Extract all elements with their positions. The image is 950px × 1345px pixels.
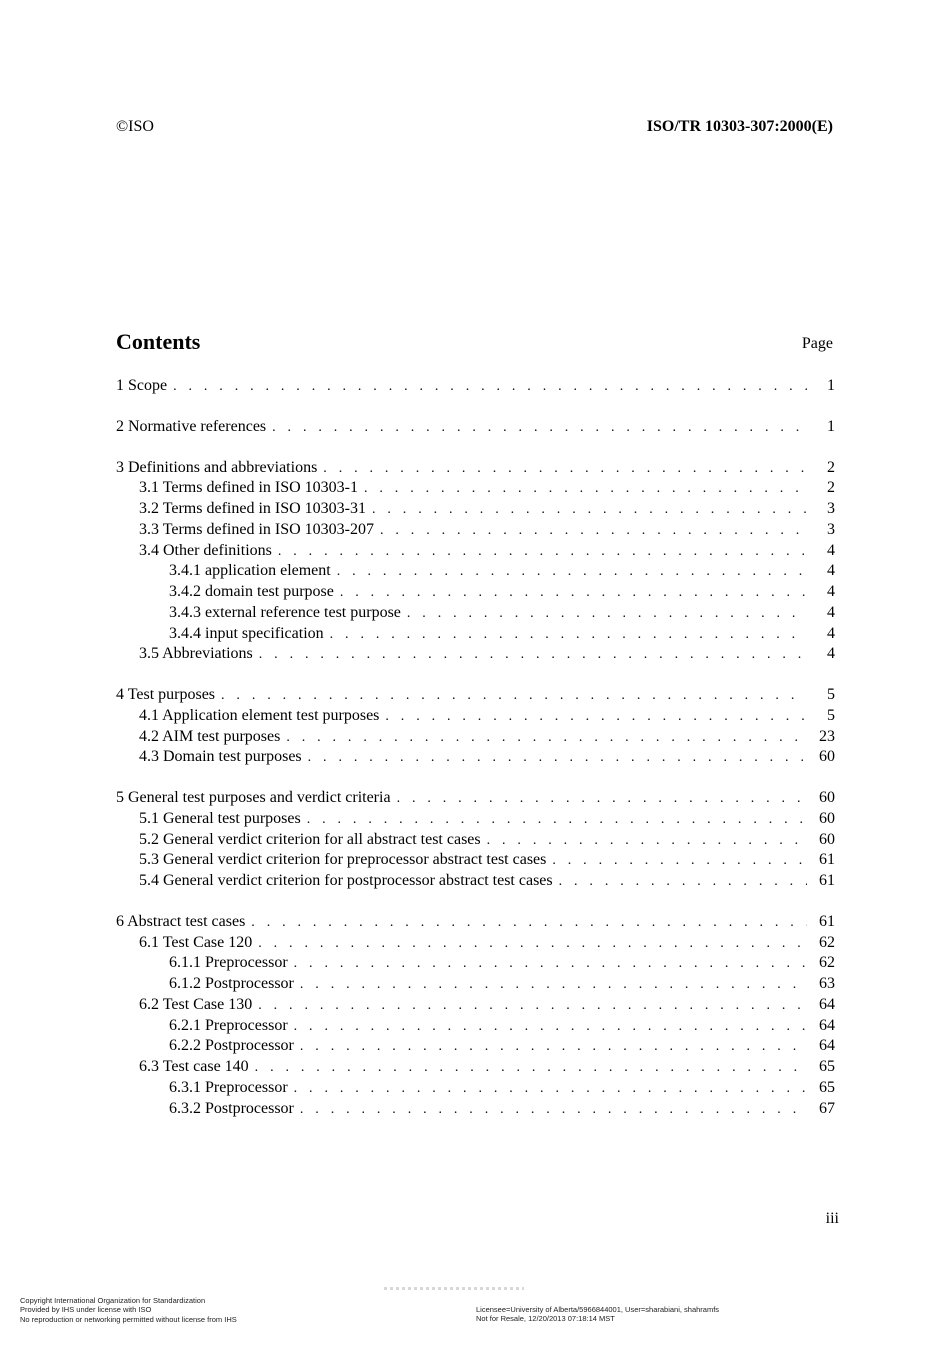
header-copyright: ©ISO xyxy=(116,118,154,135)
toc-entry-label: 3.1 Terms defined in ISO 10303-1 xyxy=(139,479,358,497)
toc-entry-page: 4 xyxy=(827,583,835,600)
toc-entry-page: 3 xyxy=(827,500,835,517)
toc-entry-page: 64 xyxy=(819,1037,835,1055)
toc-entry-label: 6.1.1 Preprocessor xyxy=(169,954,288,972)
toc-entry[interactable] xyxy=(116,974,835,995)
table-of-contents xyxy=(116,376,835,1119)
toc-entry-page: 60 xyxy=(819,809,835,827)
dot-leader xyxy=(397,789,807,810)
dot-leader xyxy=(552,851,807,872)
dot-leader xyxy=(300,1100,807,1121)
dot-leader xyxy=(173,377,807,398)
toc-entry-label: 3.4 Other definitions xyxy=(139,541,272,559)
toc-entry-label: 5 General test purposes and verdict criteria xyxy=(116,789,391,806)
toc-entry-label: 6.1 Test Case 120 xyxy=(139,933,253,951)
dot-leader xyxy=(340,583,807,604)
dot-leader xyxy=(286,728,807,749)
toc-entry-label: 4 Test purposes xyxy=(116,686,216,703)
dot-leader xyxy=(380,521,807,542)
dot-leader xyxy=(300,975,807,996)
toc-entry-page: 23 xyxy=(819,727,835,745)
dot-leader xyxy=(407,604,807,625)
toc-entry[interactable] xyxy=(116,520,835,541)
toc-entry[interactable] xyxy=(116,644,835,665)
page-number: iii xyxy=(825,1210,839,1227)
footer-right-line: Not for Resale, 12/20/2013 07:18:14 MST xyxy=(476,1314,615,1324)
dot-leader xyxy=(258,996,807,1017)
toc-entry-label: 3 Definitions and abbreviations xyxy=(116,458,318,476)
toc-entry-page: 2 xyxy=(827,458,835,476)
toc-entry-label: 3.5 Abbreviations xyxy=(139,645,253,663)
dot-leader xyxy=(385,707,807,728)
footer-licensee-notice xyxy=(476,1305,719,1324)
dot-leader xyxy=(559,872,807,893)
toc-entry[interactable] xyxy=(116,603,835,624)
dot-leader xyxy=(259,645,807,666)
footer-copyright-notice xyxy=(20,1296,237,1324)
dot-leader xyxy=(364,479,807,500)
toc-entry-page: 4 xyxy=(827,645,835,663)
toc-entry-page: 65 xyxy=(819,1078,835,1096)
toc-entry-page: 65 xyxy=(819,1058,835,1075)
toc-entry[interactable] xyxy=(116,809,835,830)
toc-entry-label: 3.4.2 domain test purpose xyxy=(169,583,334,600)
toc-entry-label: 3.4.3 external reference test purpose xyxy=(169,603,401,621)
toc-entry-page: 4 xyxy=(827,603,835,621)
toc-entry-label: 5.3 General verdict criterion for preprocessor abstract test cases xyxy=(139,851,547,869)
toc-entry[interactable] xyxy=(116,727,835,748)
dot-leader xyxy=(251,913,807,934)
dot-leader xyxy=(308,748,807,769)
toc-entry[interactable] xyxy=(116,499,835,520)
toc-entry-label: 6.2.1 Preprocessor xyxy=(169,1016,288,1034)
toc-entry-label: 3.4.4 input specification xyxy=(169,624,324,642)
toc-entry-label: 4.2 AIM test purposes xyxy=(139,727,281,745)
toc-entry-page: 64 xyxy=(819,995,835,1013)
toc-entry-page: 1 xyxy=(827,377,835,394)
toc-entry-page: 1 xyxy=(827,417,835,435)
toc-entry[interactable] xyxy=(116,933,835,954)
toc-entry[interactable] xyxy=(116,995,835,1016)
toc-entry[interactable] xyxy=(116,871,835,892)
toc-entry[interactable] xyxy=(116,1099,835,1120)
toc-entry-page: 5 xyxy=(827,686,835,703)
toc-entry-page: 61 xyxy=(819,872,835,889)
dot-leader xyxy=(272,418,807,439)
toc-entry-label: 3.3 Terms defined in ISO 10303-207 xyxy=(139,520,374,538)
toc-entry-label: 6.2 Test Case 130 xyxy=(139,995,253,1013)
toc-entry-page: 61 xyxy=(819,851,835,869)
toc-entry[interactable] xyxy=(116,478,835,499)
dot-leader xyxy=(294,954,807,975)
dot-leader xyxy=(323,459,807,480)
toc-entry-page: 4 xyxy=(827,624,835,642)
toc-entry[interactable] xyxy=(116,706,835,727)
toc-entry-label: 3.4.1 application element xyxy=(169,562,331,580)
toc-entry[interactable] xyxy=(116,747,835,768)
toc-entry[interactable] xyxy=(116,953,835,974)
toc-entry[interactable] xyxy=(116,685,835,706)
toc-entry[interactable] xyxy=(116,417,835,438)
toc-entry-label: 6.1.2 Postprocessor xyxy=(169,975,294,992)
toc-entry-page: 5 xyxy=(827,706,835,724)
toc-entry-page: 62 xyxy=(819,954,835,972)
dot-leader xyxy=(294,1017,807,1038)
toc-entry-label: 6 Abstract test cases xyxy=(116,912,246,930)
toc-entry[interactable] xyxy=(116,561,835,582)
toc-entry-page: 60 xyxy=(819,748,835,766)
toc-entry-label: 4.3 Domain test purposes xyxy=(139,748,302,766)
toc-entry-page: 60 xyxy=(819,789,835,806)
toc-entry[interactable] xyxy=(116,830,835,851)
toc-entry-page: 63 xyxy=(819,975,835,992)
toc-entry-page: 2 xyxy=(827,479,835,497)
toc-entry-page: 3 xyxy=(827,520,835,538)
dot-leader xyxy=(372,500,807,521)
footer-left-line: No reproduction or networking permitted without license from IHS xyxy=(20,1314,237,1324)
toc-entry[interactable] xyxy=(116,1057,835,1078)
dot-leader xyxy=(337,562,807,583)
toc-entry-label: 5.4 General verdict criterion for postprocessor abstract test cases xyxy=(139,872,553,889)
toc-entry[interactable] xyxy=(116,1016,835,1037)
toc-entry-label: 6.3.2 Postprocessor xyxy=(169,1099,294,1117)
dot-leader xyxy=(487,831,807,852)
dot-leader xyxy=(278,542,807,563)
toc-entry-label: 4.1 Application element test purposes xyxy=(139,706,380,724)
toc-entry[interactable] xyxy=(116,582,835,603)
toc-entry-label: 6.3.1 Preprocessor xyxy=(169,1078,288,1096)
toc-entry-page: 61 xyxy=(819,912,835,930)
toc-entry[interactable] xyxy=(116,1036,835,1057)
toc-entry[interactable] xyxy=(116,1078,835,1099)
toc-entry-label: 5.2 General verdict criterion for all abstract test cases xyxy=(139,830,481,848)
footer-right-line: Licensee=University of Alberta/5966844001, User=sharabiani, shahramfs xyxy=(476,1305,720,1314)
page-column-label: Page xyxy=(801,335,833,352)
toc-entry[interactable] xyxy=(116,541,835,562)
toc-entry-label: 5.1 General test purposes xyxy=(139,809,301,827)
dot-leader xyxy=(300,1037,807,1058)
footer-left-line: Copyright International Organization for Standardization xyxy=(20,1296,206,1305)
toc-entry-page: 62 xyxy=(819,933,835,951)
toc-entry-label: 3.2 Terms defined in ISO 10303-31 xyxy=(139,500,366,517)
toc-entry-label: 6.2.2 Postprocessor xyxy=(169,1037,294,1055)
toc-entry[interactable] xyxy=(116,376,835,397)
toc-entry[interactable] xyxy=(116,458,835,479)
faint-watermark-line xyxy=(384,1287,524,1290)
toc-entry-label: 6.3 Test case 140 xyxy=(139,1058,249,1075)
toc-entry-page: 4 xyxy=(827,541,835,559)
dot-leader xyxy=(294,1079,807,1100)
dot-leader xyxy=(307,810,807,831)
toc-entry[interactable] xyxy=(116,624,835,645)
toc-entry[interactable] xyxy=(116,850,835,871)
toc-entry-page: 67 xyxy=(819,1099,835,1117)
toc-entry[interactable] xyxy=(116,788,835,809)
footer-left-line: Provided by IHS under license with ISO xyxy=(20,1305,152,1315)
contents-title: Contents xyxy=(116,329,201,354)
dot-leader xyxy=(258,934,807,955)
toc-entry-page: 60 xyxy=(819,830,835,848)
toc-entry-page: 64 xyxy=(819,1016,835,1034)
header-document-id: ISO/TR 10303-307:2000(E) xyxy=(646,118,833,135)
toc-entry-page: 4 xyxy=(827,562,835,580)
toc-entry[interactable] xyxy=(116,912,835,933)
dot-leader xyxy=(255,1058,807,1079)
toc-entry-label: 1 Scope xyxy=(116,377,168,394)
dot-leader xyxy=(221,686,807,707)
dot-leader xyxy=(330,625,807,646)
toc-entry-label: 2 Normative references xyxy=(116,417,267,435)
